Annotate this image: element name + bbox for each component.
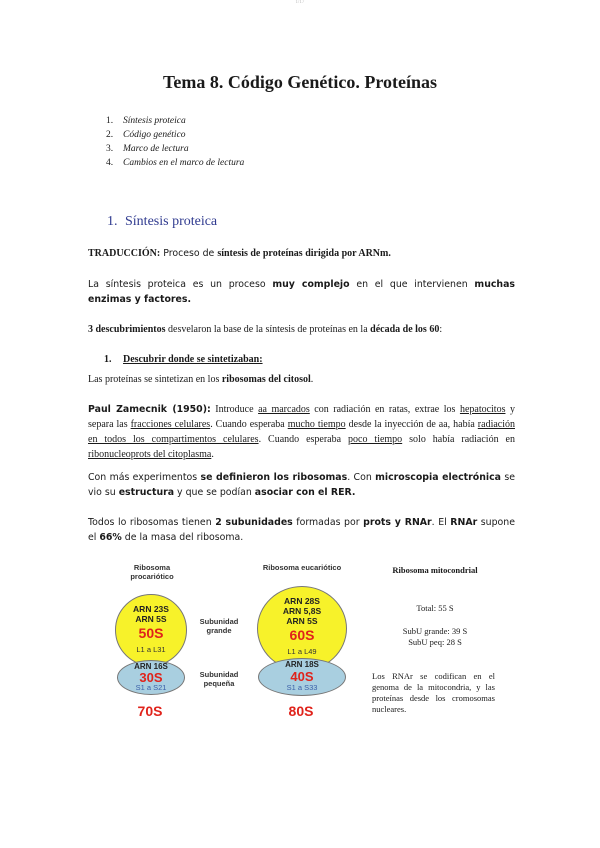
text: . [211,449,214,460]
text: . El [431,517,451,528]
table-of-contents [106,114,244,170]
subsection-title: Descubrir donde se sintetizaban: [123,354,263,365]
text-underlined: hepatocitos [459,404,506,415]
text: . Cuando esperaba [210,419,288,430]
text-underlined: aa marcados [258,404,310,415]
prok-small-subunit [117,660,185,695]
text-underlined: poco tiempo [348,434,403,445]
text-underlined: ribonucleoprots del citoplasma [88,449,212,460]
text-underlined: fracciones celulares [130,419,211,430]
text: y separa las [88,404,515,430]
text-bold: muchas enzimas y factores. [88,279,516,305]
euk-small-prot: S1 a S33 [286,683,318,692]
toc-label: Marco de lectura [123,144,189,154]
text-bold: 3 descubrimientos [88,324,166,335]
text: Proceso de [160,248,218,259]
text: . Cuando esperaba [258,434,349,445]
text-bold: microscopia electrónica [375,472,501,483]
prok-small-s: 30S [139,670,163,685]
text: se vio su [88,472,515,498]
toc-item[interactable] [106,142,244,156]
toc-number: 4. [106,158,114,168]
text: solo había radiación en [402,434,515,445]
paragraph-zamecnik [88,402,515,462]
prok-large-prot: L1 a L31 [136,645,166,654]
text: formadas por [292,517,364,528]
label-subunidad-grande: Subunidad grande [199,617,239,635]
text-bold: asociar con el RER. [254,487,356,498]
toc-label: Cambios en el marco de lectura [123,158,245,168]
mito-title: Ribosoma mitocondrial [392,565,478,575]
euk-total: 80S [288,703,314,719]
toc-number: 1. [106,116,114,126]
text-underlined: mucho tiempo [287,419,346,430]
toc-label: Síntesis proteica [123,116,186,126]
text: . [310,374,314,385]
paragraph-traduccion [88,246,515,261]
section-heading [107,214,217,230]
text: Introduce [210,404,259,415]
euk-title: Ribosoma eucariótico [262,563,342,572]
text: La síntesis proteica es un proceso [88,279,273,290]
page-title: Tema 8. Código Genético. Proteínas [163,72,437,92]
paragraph-descubrimientos [88,322,515,337]
text: Todos lo ribosomas tienen [88,517,216,528]
text: desvelaron la base de la síntesis de proteínas en la [165,324,371,335]
text-bold: 66% [99,532,122,543]
prok-large-subunit [115,594,187,666]
text-bold: prots y RNAr [363,517,432,528]
paragraph-subunidades [88,515,515,545]
section-title: Síntesis proteica [125,214,218,229]
prok-small-rna: ARN 16S [134,662,168,671]
mito-subu-peq: SubU peq: 28 S [408,637,462,647]
prok-title: Ribosoma procariótico [130,563,174,581]
text: con radiación en ratas, extrae los [309,404,460,415]
text: desde la inyección de aa, había [345,419,478,430]
euk-large-prot: L1 a L49 [287,647,317,656]
text-bold: muy complejo [272,279,350,290]
prok-total: 70S [137,703,163,719]
toc-item[interactable] [106,128,244,142]
paragraph-experimentos [88,470,515,500]
text-bold: Paul Zamecnik (1950): [88,404,211,415]
toc-item[interactable] [106,114,244,128]
text-bold: 2 subunidades [215,517,293,528]
toc-number: 2. [106,130,114,140]
text-underlined: radiación en todos los compartimentos celulares [88,419,515,445]
prok-rna-1: ARN 23S [133,604,169,614]
euk-small-s: 40S [290,669,314,684]
text-bold: década de los 60 [370,324,440,335]
text: . Con [347,472,376,483]
section-number: 1. [107,214,118,229]
text-bold: ribosomas del citosol [221,374,311,385]
text-bold: TRADUCCIÓN: [88,248,161,259]
label-subunidad-pequena: Subunidad pequeña [199,670,239,688]
euk-rna-2: ARN 5,8S [282,606,322,616]
euk-small-subunit [258,658,346,696]
prok-large-s: 50S [138,625,164,641]
text: de la masa del ribosoma. [121,532,244,543]
text: Con más experimentos [88,472,201,483]
text: supone el [88,517,516,543]
paragraph-ribosomas [88,372,515,387]
text: y que se podían [174,487,255,498]
text-bold: estructura [118,487,175,498]
text: en el que intervienen [349,279,475,290]
toc-item[interactable] [106,156,244,170]
text-bold: RNAr [450,517,478,528]
subsection-number: 1. [104,354,112,365]
text: Las proteínas se sintetizan en los [88,374,222,385]
euk-large-s: 60S [289,627,315,643]
text: : [439,324,443,335]
prok-small-prot: S1 a S21 [135,683,167,692]
toc-label: Código genético [123,130,186,140]
euk-rna-3: ARN 5S [286,616,318,626]
mito-subu-grande: SubU grande: 39 S [402,626,468,636]
euk-rna-1: ARN 28S [284,596,320,606]
prok-rna-2: ARN 5S [135,614,167,624]
text-bold: síntesis de proteínas dirigida por ARNm. [217,248,391,259]
mito-total: Total: 55 S [416,603,454,613]
mito-note: Los RNAr se codifican en el genoma de la mitocondria, y las proteínas desde los cromosomas nucleares. [372,671,495,714]
page-header-tiny: 1/17 [295,0,305,5]
euk-small-rna: ARN 18S [285,660,319,669]
toc-number: 3. [106,144,114,154]
paragraph-complejo [88,277,515,307]
text-bold: se definieron los ribosomas [200,472,348,483]
subsection-heading [104,354,263,365]
